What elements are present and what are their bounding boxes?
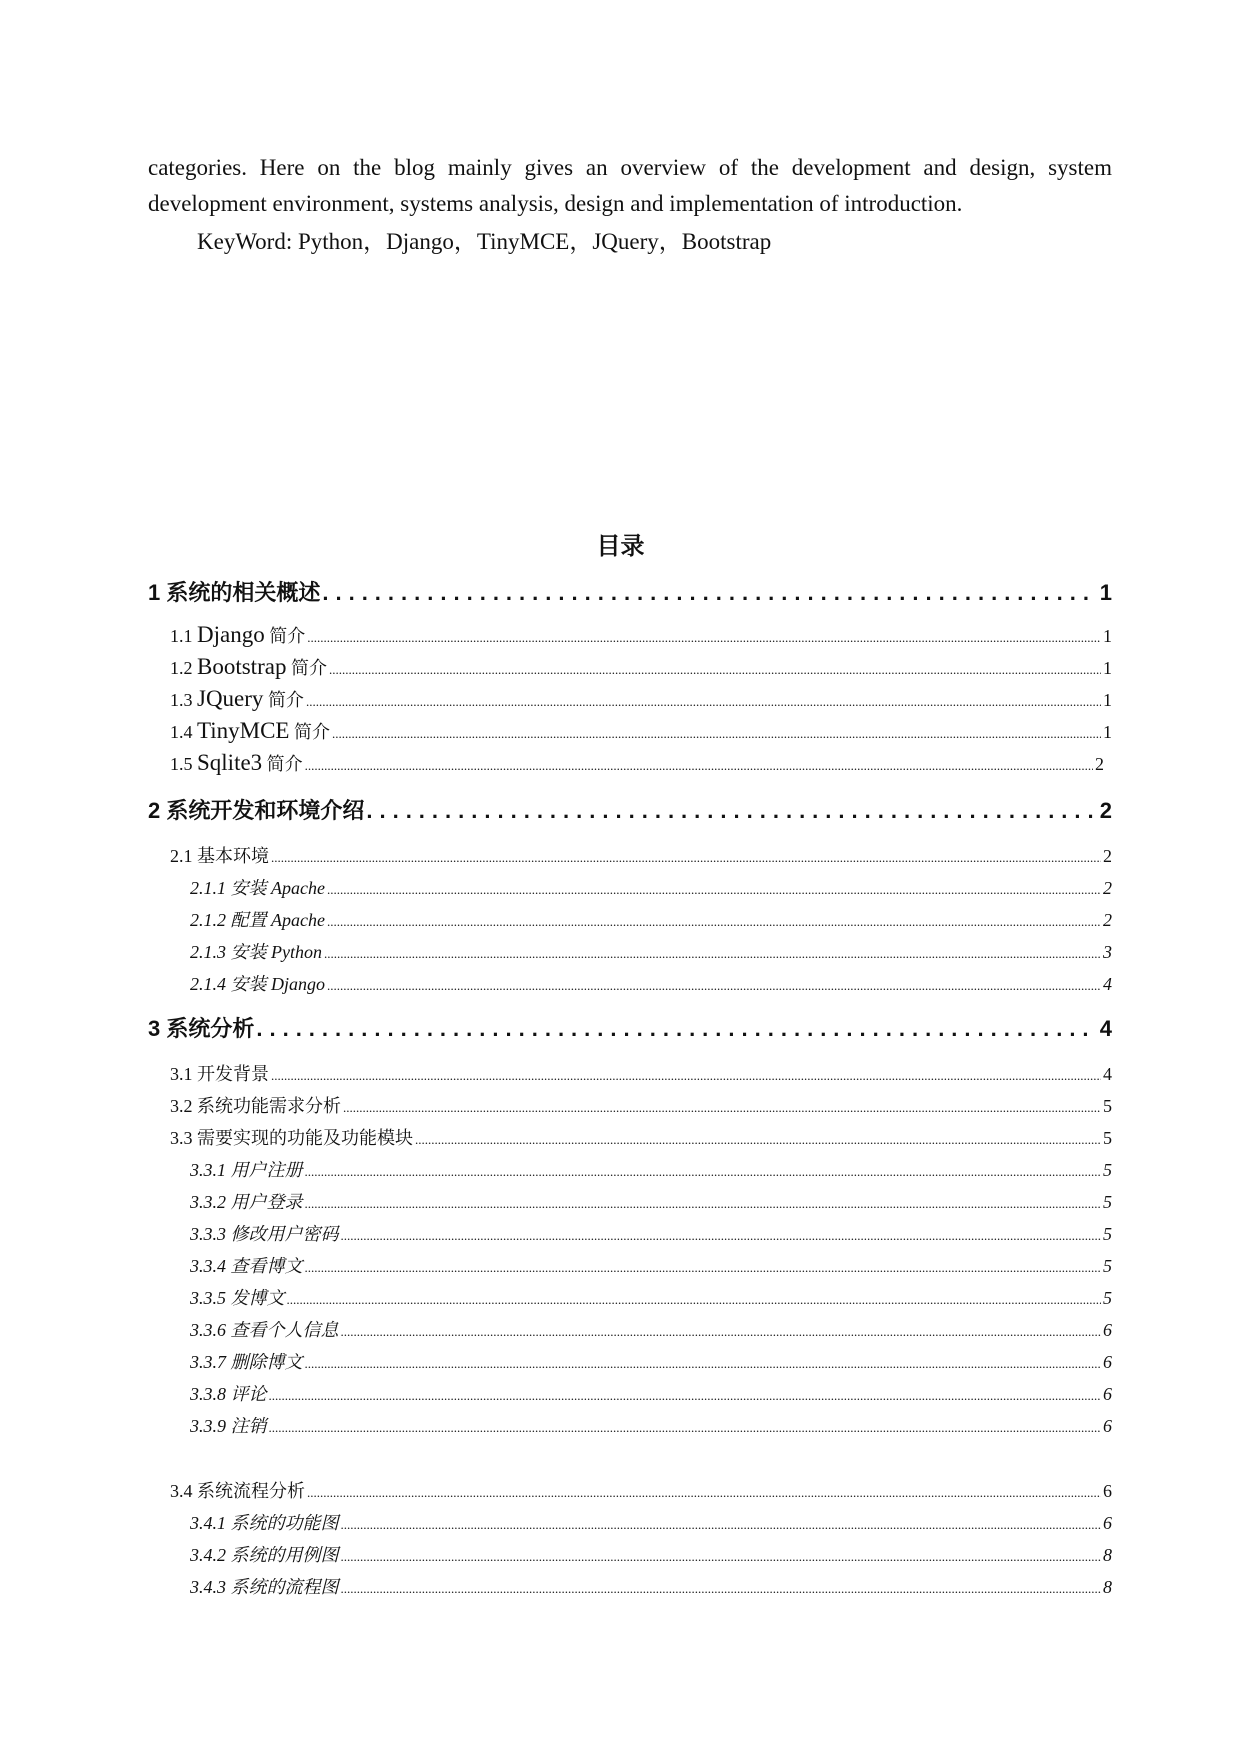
toc-subsection-3-4-1[interactable] — [190, 1509, 1112, 1535]
toc-page: 1 — [1103, 722, 1112, 742]
toc-page: 5 — [1103, 1192, 1112, 1212]
toc-page: 4 — [1099, 1016, 1112, 1041]
toc-subsection-3-3-9[interactable] — [190, 1412, 1112, 1438]
toc-label: 3.2 系统功能需求分析 — [170, 1096, 341, 1116]
toc-label: 3 系统分析 — [148, 1016, 255, 1041]
toc-suffix: 简介 — [264, 626, 306, 646]
toc-title: 目录 — [596, 533, 645, 560]
toc-page: 5 — [1103, 1096, 1112, 1116]
toc-label: 2.1.2 配置 Apache — [190, 910, 325, 930]
toc-subsection-2-1-1[interactable] — [190, 874, 1112, 900]
toc-page: 5 — [1103, 1288, 1112, 1308]
toc-label: 2.1.4 安装 Django — [190, 974, 325, 994]
toc-label: 3.4.1 系统的功能图 — [190, 1513, 339, 1533]
toc-num: 1.3 — [170, 690, 197, 710]
toc-page: 6 — [1103, 1481, 1112, 1501]
toc-suffix: 简介 — [286, 658, 327, 678]
toc-subsection-3-4-3[interactable] — [190, 1573, 1112, 1599]
toc-name: Sqlite3 — [197, 750, 263, 775]
toc-subsection-3-3-8[interactable] — [190, 1380, 1112, 1406]
toc-label: 3.3.3 修改用户密码 — [190, 1224, 339, 1244]
toc-suffix: 简介 — [263, 690, 304, 710]
toc-subsection-3-3-1[interactable] — [190, 1156, 1112, 1182]
toc-label: 1 系统的相关概述 — [148, 580, 321, 605]
toc-subsection-3-3-5[interactable] — [190, 1284, 1112, 1310]
toc-label: 3.3.1 用户注册 — [190, 1160, 303, 1180]
toc-subsection-3-3-4[interactable] — [190, 1252, 1112, 1278]
toc-page: 5 — [1103, 1256, 1112, 1276]
toc-page: 1 — [1103, 626, 1112, 646]
toc-num: 1.2 — [170, 658, 197, 678]
toc-chapter-1[interactable] — [148, 576, 1112, 607]
toc-label: 2.1 基本环境 — [170, 846, 269, 866]
toc-num: 1.5 — [170, 754, 197, 774]
toc-page: 1 — [1099, 580, 1112, 605]
toc-page: 2 — [1103, 846, 1112, 866]
toc-label: 3.3.4 查看博文 — [190, 1256, 303, 1276]
toc-section-1-1[interactable] — [170, 622, 1112, 648]
toc-section-3-4[interactable] — [170, 1477, 1112, 1503]
toc-num: 1.4 — [170, 722, 197, 742]
toc-page: 6 — [1103, 1352, 1112, 1372]
toc-section-1-2[interactable] — [170, 654, 1112, 680]
toc-suffix: 简介 — [289, 722, 330, 742]
toc-num: 1.1 — [170, 626, 197, 646]
toc-page: 6 — [1103, 1416, 1112, 1436]
toc-page: 1 — [1103, 658, 1112, 678]
toc-page: 4 — [1103, 1064, 1112, 1084]
toc-page: 2 — [1095, 754, 1104, 774]
toc-page: 2 — [1103, 910, 1112, 930]
toc-label: 3.3.6 查看个人信息 — [190, 1320, 339, 1340]
toc-chapter-2[interactable] — [148, 794, 1112, 825]
toc-name: JQuery — [197, 686, 264, 711]
toc-subsection-2-1-2[interactable] — [190, 906, 1112, 932]
toc-label: 3.3.9 注销 — [190, 1416, 267, 1436]
toc-section-3-2[interactable] — [170, 1092, 1112, 1118]
abstract-line-1: categories. Here on the blog mainly gives an overview of the development and design, system — [148, 155, 1112, 180]
toc-label: 2 系统开发和环境介绍 — [148, 798, 365, 823]
toc-section-1-3[interactable] — [170, 686, 1112, 712]
toc-suffix: 简介 — [262, 754, 303, 774]
toc-label: 3.4.2 系统的用例图 — [190, 1545, 339, 1565]
toc-label: 3.3 需要实现的功能及功能模块 — [170, 1128, 413, 1148]
toc-page: 5 — [1103, 1160, 1112, 1180]
toc-section-1-5[interactable] — [170, 750, 1104, 776]
toc-subsection-3-4-2[interactable] — [190, 1541, 1112, 1567]
toc-subsection-3-3-2[interactable] — [190, 1188, 1112, 1214]
toc-page: 2 — [1099, 798, 1112, 823]
toc-label: 3.3.8 评论 — [190, 1384, 267, 1404]
toc-label: 3.3.5 发博文 — [190, 1288, 285, 1308]
toc-section-3-3[interactable] — [170, 1124, 1112, 1150]
toc-page: 2 — [1103, 878, 1112, 898]
keywords: KeyWord: Python，Django，TinyMCE，JQuery，Bootstrap — [197, 229, 772, 254]
toc-name: Bootstrap — [197, 654, 287, 679]
toc-page: 5 — [1103, 1128, 1112, 1148]
toc-page: 6 — [1103, 1513, 1112, 1533]
toc-page: 8 — [1103, 1577, 1112, 1597]
toc-section-3-1[interactable] — [170, 1060, 1112, 1086]
toc-label: 3.4 系统流程分析 — [170, 1481, 305, 1501]
abstract-line-2: development environment, systems analysis, design and implementation of introduction. — [148, 191, 963, 216]
toc-section-1-4[interactable] — [170, 718, 1112, 744]
toc-label: 2.1.1 安装 Apache — [190, 878, 325, 898]
toc-label: 3.4.3 系统的流程图 — [190, 1577, 339, 1597]
toc-subsection-3-3-6[interactable] — [190, 1316, 1112, 1342]
toc-subsection-3-3-7[interactable] — [190, 1348, 1112, 1374]
toc-page: 1 — [1103, 690, 1112, 710]
toc-label: 3.3.2 用户登录 — [190, 1192, 303, 1212]
toc-page: 4 — [1103, 974, 1112, 994]
toc-page: 8 — [1103, 1545, 1112, 1565]
toc-page: 3 — [1103, 942, 1112, 962]
toc-section-2-1[interactable] — [170, 842, 1112, 868]
toc-chapter-3[interactable] — [148, 1012, 1112, 1043]
toc-subsection-2-1-3[interactable] — [190, 938, 1112, 964]
toc-name: Django — [197, 622, 265, 647]
toc-subsection-3-3-3[interactable] — [190, 1220, 1112, 1246]
toc-label: 2.1.3 安装 Python — [190, 942, 322, 962]
toc-label: 3.1 开发背景 — [170, 1064, 269, 1084]
toc-subsection-2-1-4[interactable] — [190, 970, 1112, 996]
toc-page: 5 — [1103, 1224, 1112, 1244]
toc-page: 6 — [1103, 1384, 1112, 1404]
toc-name: TinyMCE — [197, 718, 290, 743]
toc-page: 6 — [1103, 1320, 1112, 1340]
toc-label: 3.3.7 删除博文 — [190, 1352, 303, 1372]
